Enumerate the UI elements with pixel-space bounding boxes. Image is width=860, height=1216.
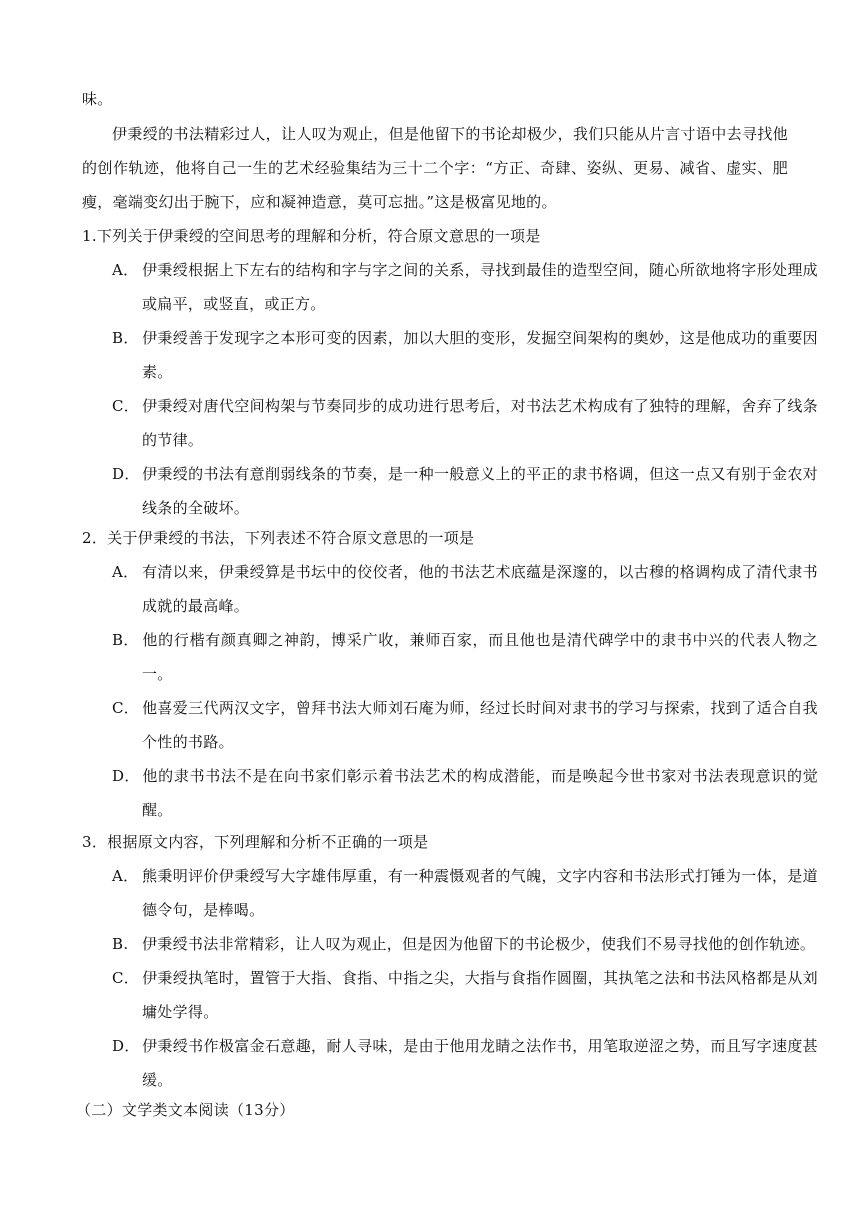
- question-2-option-d: [112, 759, 818, 827]
- option-label: B.: [112, 935, 129, 953]
- option-label: A．: [112, 867, 139, 885]
- option-text: 有清以来，伊秉绶算是书坛中的佼佼者，他的书法艺术底蕴是深邃的，以古穆的格调构成了清代隶书成就的最高峰。: [142, 563, 818, 615]
- option-text: 伊秉绶书作极富金石意趣，耐人寻味，是由于他用龙睛之法作书，用笔取逆涩之势，而且写字速度甚缓。: [142, 1037, 818, 1089]
- question-3-option-b: [112, 927, 818, 961]
- option-text: 伊秉绶对唐代空间构架与节奏同步的成功进行思考后，对书法艺术构成有了独特的理解，舍弃了线条的节律。: [142, 397, 818, 449]
- option-text: 伊秉绶善于发现字之本形可变的因素，加以大胆的变形，发掘空间架构的奥妙，这是他成功的重要因素。: [142, 329, 818, 381]
- option-label: B．: [112, 631, 139, 649]
- option-label: D．: [112, 1037, 140, 1055]
- option-label: A．: [112, 563, 139, 581]
- question-3-option-c: [112, 961, 818, 1029]
- option-text: 他的隶书书法不是在向书家们彰示着书法艺术的构成潜能，而是唤起今世书家对书法表现意识的觉醒。: [142, 767, 818, 819]
- option-text: 伊秉绶根据上下左右的结构和字与字之间的关系，寻找到最佳的造型空间，随心所欲地将字形处理成或扁平，或竖直，或正方。: [142, 261, 818, 313]
- option-text: 伊秉绶执笔时，置管于大指、食指、中指之尖，大指与食指作圆圈，其执笔之法和书法风格都是从刘墉处学得。: [142, 969, 818, 1021]
- question-1-stem: 1.下列关于伊秉绶的空间思考的理解和分析，符合原文意思的一项是: [82, 227, 541, 245]
- paragraph-intro: 伊秉绶的书法精彩过人，让人叹为观止，但是他留下的书论却极少，我们只能从片言寸语中去寻找他的创作轨迹，他将自己一生的艺术经验集结为三十二个字：“方正、奇肆、姿纵、更易、减省、虚实、肥瘦，毫端变幻出于腕下，应和凝神造意，莫可忘拙。”这是极富见地的。: [82, 125, 788, 211]
- option-text: 伊秉绶书法非常精彩，让人叹为观止，但是因为他留下的书论极少，使我们不易寻找他的创作轨迹。: [142, 935, 816, 953]
- option-label: C．: [112, 397, 140, 415]
- question-1-option-b: [112, 321, 818, 389]
- section-heading: （二）文学类文本阅读（13分）: [76, 1101, 295, 1119]
- option-text: 熊秉明评价伊秉绶写大字雄伟厚重，有一种震慑观者的气魄，文字内容和书法形式打锤为一体，是道德令句，是棒喝。: [142, 867, 818, 919]
- question-1-option-a: [112, 253, 818, 321]
- option-label: D．: [112, 465, 140, 483]
- option-label: A．: [112, 261, 139, 279]
- option-text: 他的行楷有颜真卿之神韵，博采广收，兼师百家，而且他也是清代碑学中的隶书中兴的代表人物之一。: [142, 631, 818, 683]
- paragraph-fragment: 味。: [82, 90, 113, 108]
- option-label: C．: [112, 699, 140, 717]
- question-1-option-d: [112, 457, 818, 525]
- question-1-option-c: [112, 389, 818, 457]
- option-label: C．: [112, 969, 140, 987]
- question-2-stem: 2．关于伊秉绶的书法，下列表述不符合原文意思的一项是: [82, 529, 475, 547]
- option-text: 他喜爱三代两汉文字，曾拜书法大师刘石庵为师，经过长时间对隶书的学习与探索，找到了适合自我个性的书路。: [142, 699, 818, 751]
- question-2-option-a: [112, 555, 818, 623]
- question-3-option-a: [112, 859, 818, 927]
- question-3-stem: 3．根据原文内容，下列理解和分析不正确的一项是: [82, 833, 429, 851]
- question-3-option-d: [112, 1029, 818, 1097]
- question-2-option-b: [112, 623, 818, 691]
- option-text: 伊秉绶的书法有意削弱线条的节奏，是一种一般意义上的平正的隶书格调，但这一点又有别于金农对线条的全破坏。: [142, 465, 818, 517]
- option-label: D．: [112, 767, 140, 785]
- question-2-option-c: [112, 691, 818, 759]
- option-label: B．: [112, 329, 139, 347]
